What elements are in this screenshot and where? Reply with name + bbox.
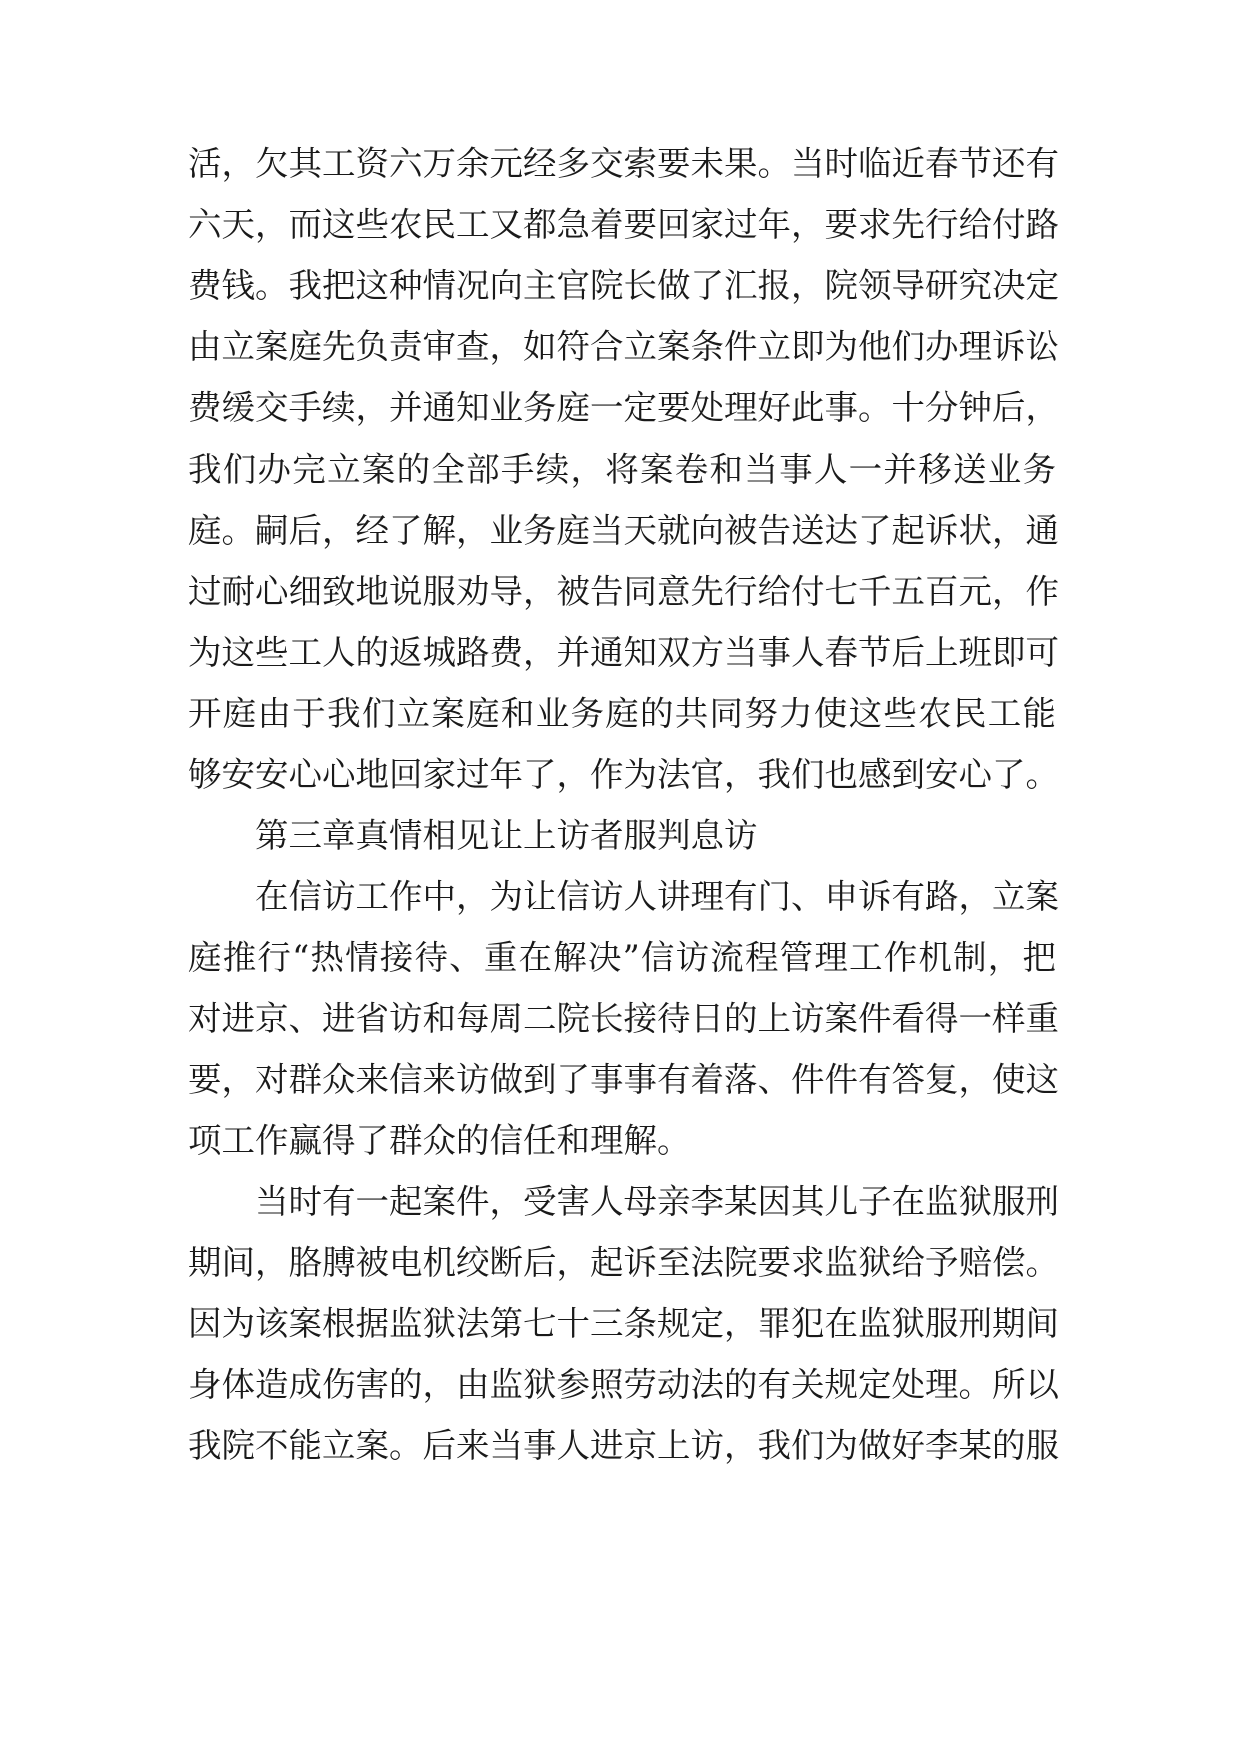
text-line: 开庭由于我们立案庭和业务庭的共同努力使这些农民工能 — [188, 694, 1056, 733]
paragraph-first-line: 在信访工作中，为让信访人讲理有门、申诉有路，立案 — [255, 877, 1059, 916]
section-heading: 第三章真情相见让上访者服判息访 — [255, 816, 758, 855]
text-line: 费钱。我把这种情况向主官院长做了汇报，院领导研究决定 — [188, 266, 1059, 305]
text-line: 够安安心心地回家过年了，作为法官，我们也感到安心了。 — [188, 755, 1059, 794]
text-line: 庭。嗣后，经了解，业务庭当天就向被告送达了起诉状，通 — [188, 511, 1059, 550]
text-line: 身体造成伤害的，由监狱参照劳动法的有关规定处理。所以 — [188, 1365, 1059, 1404]
text-line: 我们办完立案的全部手续，将案卷和当事人一并移送业务 — [188, 450, 1056, 489]
paragraph-first-line: 当时有一起案件，受害人母亲李某因其儿子在监狱服刑 — [255, 1182, 1059, 1221]
text-line: 活，欠其工资六万余元经多交索要未果。当时临近春节还有 — [188, 144, 1059, 183]
text-line: 费缓交手续，并通知业务庭一定要处理好此事。十分钟后， — [188, 388, 1059, 427]
text-line: 六天，而这些农民工又都急着要回家过年，要求先行给付路 — [188, 205, 1059, 244]
text-line: 我院不能立案。后来当事人进京上访，我们为做好李某的服 — [188, 1426, 1059, 1465]
text-line: 为这些工人的返城路费，并通知双方当事人春节后上班即可 — [188, 633, 1059, 672]
text-line: 由立案庭先负责审查，如符合立案条件立即为他们办理诉讼 — [188, 327, 1059, 366]
text-line: 过耐心细致地说服劝导，被告同意先行给付七千五百元，作 — [188, 572, 1059, 611]
text-line: 要，对群众来信来访做到了事事有着落、件件有答复，使这 — [188, 1060, 1059, 1099]
text-line: 庭推行“热情接待、重在解决”信访流程管理工作机制，把 — [188, 938, 1056, 977]
text-line: 因为该案根据监狱法第七十三条规定，罪犯在监狱服刑期间 — [188, 1304, 1059, 1343]
text-line: 项工作赢得了群众的信任和理解。 — [188, 1121, 691, 1160]
text-line: 期间，胳膊被电机绞断后，起诉至法院要求监狱给予赔偿。 — [188, 1243, 1059, 1282]
text-line: 对进京、进省访和每周二院长接待日的上访案件看得一样重 — [188, 999, 1059, 1038]
